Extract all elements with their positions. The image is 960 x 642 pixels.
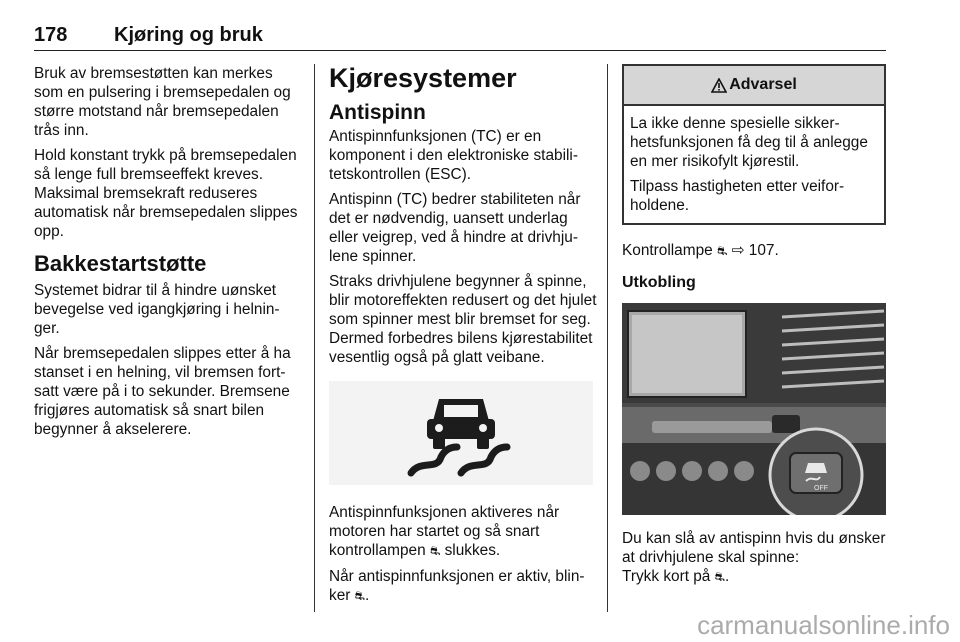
warning-triangle-icon xyxy=(711,78,727,93)
paragraph: Du kan slå av antispinn hvis du ønsker at drivhjulene skal spinne: xyxy=(622,530,886,566)
paragraph: Antispinnfunksjonen aktiveres når motoren har startet og så snart kontrollampen ⛐ slukkes. xyxy=(329,504,560,559)
paragraph: Systemet bidrar til å hindre uønsket bevegelse ved igangkjøring i helninger. xyxy=(34,282,280,337)
paragraph: Bruk av bremsestøtten kan merkes som en pulsering i bremsepedalen og større motstand når bremsepedalen trås inn. xyxy=(34,65,291,139)
traction-control-illustration xyxy=(329,381,593,485)
paragraph: Antispinn (TC) bedrer stabiliteten når det er nødvendig, uansett underlag eller veigrep, ved å hindre at drivhjulene spinner. xyxy=(329,191,581,265)
paragraph: Når bremsepedalen slippes etter å ha stanset i en helning, vil bremsen fortsatt være på i to sekunder. Bremsene frigjøres automatisk så snart bilen begynner å akselerere. xyxy=(34,345,291,438)
paragraph: Hold konstant trykk på bremsepedalen så lenge full bremseeffekt kreves. Maksimal bremsekraft reduseres automatisk når bremsepedalen slippes opp. xyxy=(34,147,298,240)
off-label: OFF xyxy=(814,485,828,492)
traction-control-icon: ⛐ xyxy=(429,544,441,558)
section-title: Kjøresystemer xyxy=(329,63,517,93)
warning-header xyxy=(624,66,884,106)
page-reference-arrow-icon: ⇨ xyxy=(731,242,745,259)
paragraph: Antispinnfunksjonen (TC) er en komponent i den elektroniske stabilitetskontrollen (ESC). xyxy=(329,128,578,183)
paragraph: Når antispinnfunksjonen er aktiv, blinker ⛐. xyxy=(329,568,585,604)
page-reference[interactable]: 107. xyxy=(748,242,779,259)
chapter-title: Kjøring og bruk xyxy=(114,24,263,46)
warning-title: Advarsel xyxy=(729,76,797,93)
subheading: Utkobling xyxy=(622,274,696,291)
watermark: carmanualsonline.info xyxy=(697,610,950,640)
paragraph: Straks drivhjulene begynner å spinne, blir motoreffekten redusert og det hjulet som spinner mest blir bremset for seg. Dermed forbedres bilens kjørestabilitet vesentlig også på glatt veibane. xyxy=(329,273,597,366)
column-divider xyxy=(314,64,315,612)
traction-control-icon xyxy=(329,381,593,485)
traction-control-off-icon: ⛐ xyxy=(714,570,726,584)
page-header xyxy=(34,22,886,51)
paragraph: La ikke denne spesielle sikkerhetsfunksjonen få deg til å anlegge en mer risikofylt kjørestil. xyxy=(630,115,868,170)
section-heading: Bakkestartstøtte xyxy=(34,251,207,276)
subsection-title: Antispinn xyxy=(329,101,426,124)
dashboard-illustration xyxy=(622,303,886,515)
paragraph: Kontrollampe ⛐ ⇨ 107. xyxy=(622,242,779,259)
traction-control-icon: ⛐ xyxy=(354,589,366,603)
paragraph: Tilpass hastigheten etter veiforholdene. xyxy=(630,178,845,214)
warning-box xyxy=(622,64,886,225)
page-number: 178 xyxy=(34,24,68,46)
column-right xyxy=(622,64,886,593)
column-left xyxy=(34,64,300,445)
paragraph: Trykk kort på ⛐. xyxy=(622,568,730,585)
dashboard-photo xyxy=(622,303,886,515)
column-divider xyxy=(607,64,608,612)
column-middle xyxy=(329,64,597,612)
warning-body xyxy=(624,106,884,223)
traction-control-icon: ⛐ xyxy=(716,244,728,258)
